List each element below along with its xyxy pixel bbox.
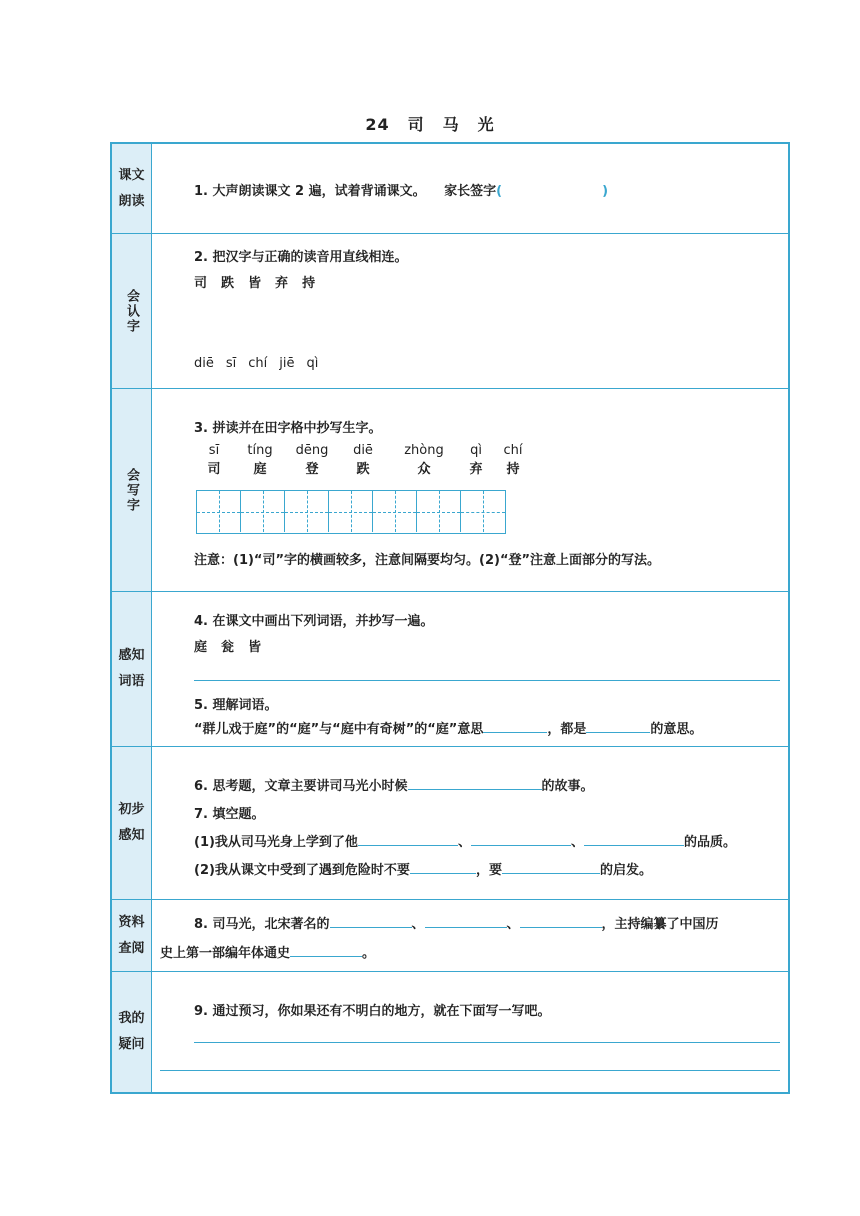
word-item: 皆 [248, 640, 262, 655]
answer-blank[interactable] [410, 860, 476, 874]
answer-blank[interactable] [358, 832, 458, 846]
pinyin-char-pair: diē 跌 [353, 443, 373, 477]
row-label: 资料 查阅 [112, 900, 152, 971]
row-label: 初步 感知 [112, 747, 152, 899]
char-item[interactable]: 皆 [248, 276, 262, 291]
question-2: 2. 把汉字与正确的读音用直线相连。 [194, 250, 408, 265]
pinyin-char-pair: zhòng 众 [404, 443, 444, 477]
question-8: 8. 司马光，北宋著名的 、 、 ，主持编纂了中国历 [194, 913, 719, 932]
answer-blank[interactable] [483, 719, 547, 733]
question-5: 5. 理解词语。 [194, 698, 278, 713]
pinyin-char-pair: qì 弃 [469, 443, 483, 477]
pinyin-item[interactable]: diē [194, 356, 214, 371]
answer-blank[interactable] [290, 943, 362, 957]
question-5-text: “群儿戏于庭”的“庭”与“庭中有奇树”的“庭”意思 ，都是 的意思。 [194, 718, 702, 737]
row-questions [112, 972, 788, 1092]
row-label: 会写字 [112, 389, 152, 591]
row-label: 会认字 [112, 234, 152, 388]
title-char-1: 司 [407, 115, 425, 134]
pinyin-char-pair: dēng 登 [295, 443, 329, 477]
question-7-1: (1)我从司马光身上学到了他 、 、 的品质。 [194, 831, 736, 850]
row-recognize [112, 234, 788, 389]
lesson-title [0, 112, 860, 135]
row-label: 课文朗读 [112, 144, 152, 233]
char-list [194, 272, 329, 291]
word-item: 庭 [194, 640, 208, 655]
answer-blank[interactable] [520, 914, 602, 928]
writing-note: 注意：(1)“司”字的横画较多，注意间隔要均匀。(2)“登”注意上面部分的写法。 [194, 553, 661, 568]
pinyin-char-pair: sī 司 [207, 443, 221, 477]
pinyin-char-pair: tíng 庭 [247, 443, 273, 477]
worksheet-table [110, 142, 790, 1094]
answer-blank[interactable] [425, 914, 507, 928]
grid-cell[interactable] [285, 491, 329, 532]
title-char-2: 马 [442, 115, 460, 134]
answer-blank[interactable] [584, 832, 684, 846]
pinyin-item[interactable]: chí [248, 356, 268, 371]
question-7-2: (2)我从课文中受到了遇到危险时不要 ，要 的启发。 [194, 859, 652, 878]
answer-blank[interactable] [502, 860, 600, 874]
answer-blank[interactable] [330, 914, 412, 928]
lesson-number: 24 [365, 115, 390, 134]
word-item: 瓮 [221, 640, 235, 655]
pinyin-list [194, 356, 330, 371]
row-perception [112, 747, 788, 900]
char-item[interactable]: 持 [302, 276, 316, 291]
answer-blank[interactable] [586, 719, 650, 733]
answer-blank[interactable] [471, 832, 571, 846]
row-research [112, 900, 788, 972]
answer-blank[interactable] [408, 776, 542, 790]
row-label: 感知 词语 [112, 592, 152, 746]
copy-line[interactable] [194, 680, 780, 681]
answer-line[interactable] [194, 1042, 780, 1043]
question-1: 1. 大声朗读课文 2 遍，试着背诵课文。 家长签字( ) [194, 184, 609, 199]
question-4: 4. 在课文中画出下列词语，并抄写一遍。 [194, 614, 434, 629]
question-7: 7. 填空题。 [194, 807, 265, 822]
grid-cell[interactable] [241, 491, 285, 532]
grid-cell[interactable] [373, 491, 417, 532]
row-reading [112, 144, 788, 234]
question-6: 6. 思考题，文章主要讲司马光小时候 的故事。 [194, 775, 594, 794]
grid-cell[interactable] [461, 491, 505, 532]
grid-cell[interactable] [329, 491, 373, 532]
pinyin-item[interactable]: jiē [279, 356, 295, 371]
tian-zi-grid [196, 490, 506, 534]
char-item[interactable]: 弃 [275, 276, 289, 291]
parent-sign-label: 家长签字 [444, 184, 497, 199]
pinyin-item[interactable]: qì [306, 356, 319, 371]
row-writing [112, 389, 788, 592]
pinyin-char-pair: chí 持 [503, 443, 523, 477]
row-label: 我的 疑问 [112, 972, 152, 1092]
question-3: 3. 拼读并在田字格中抄写生字。 [194, 421, 382, 436]
question-9: 9. 通过预习，你如果还有不明白的地方，就在下面写一写吧。 [194, 1004, 551, 1019]
grid-cell[interactable] [417, 491, 461, 532]
answer-line[interactable] [160, 1070, 780, 1071]
pinyin-item[interactable]: sī [225, 356, 237, 371]
question-8-cont: 史上第一部编年体通史 。 [160, 942, 375, 961]
char-item[interactable]: 跌 [221, 276, 235, 291]
word-list [194, 636, 275, 655]
row-words [112, 592, 788, 747]
title-char-3: 光 [477, 115, 495, 134]
char-item[interactable]: 司 [194, 276, 208, 291]
grid-cell[interactable] [197, 491, 241, 532]
